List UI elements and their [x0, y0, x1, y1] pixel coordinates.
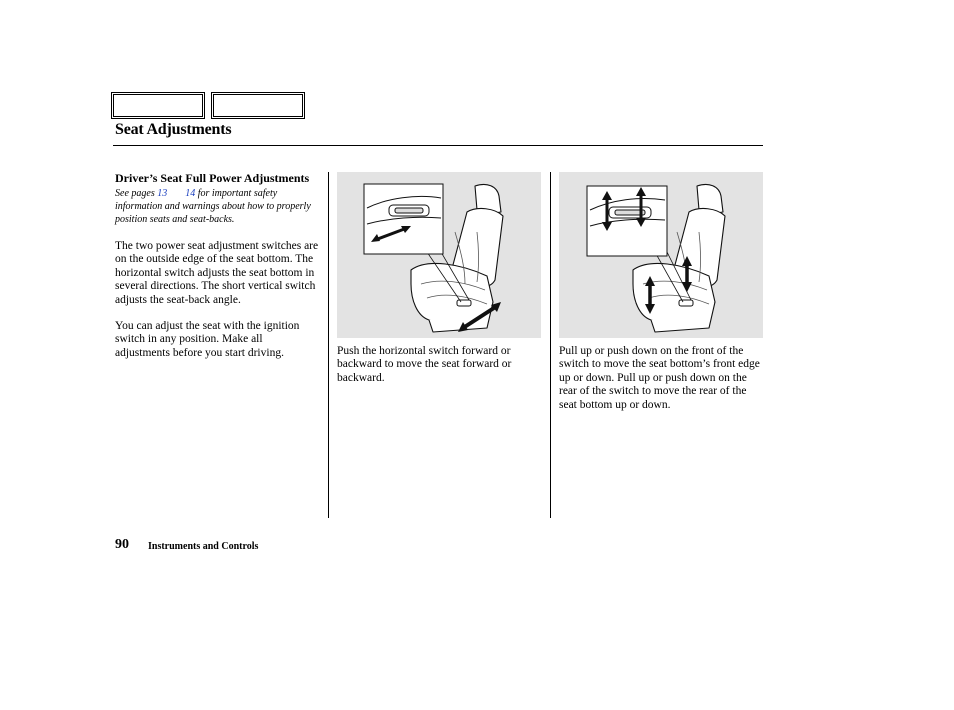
column-divider-2 — [550, 172, 551, 518]
page-link-end[interactable]: 14 — [185, 188, 196, 199]
seat-vertical-illustration — [559, 172, 763, 338]
title-divider — [113, 145, 763, 146]
column-divider-1 — [328, 172, 329, 518]
safety-note-suffix: for important safety information and warnings about how to properly position seats and seat-backs. — [115, 188, 311, 225]
safety-note-prefix: See pages — [115, 188, 158, 199]
page-number: 90 — [115, 537, 129, 552]
page-title: Seat Adjustments — [115, 121, 232, 138]
body-paragraph-1: The two power seat adjustment switches are on the outside edge of the seat bottom. The horizontal switch adjusts the seat bottom in several directions. The short vertical switch adjusts the seat-back angle. — [115, 240, 319, 306]
nav-tab-box-2[interactable] — [213, 94, 303, 117]
body-paragraph-2: You can adjust the seat with the ignition switch in any position. Make all adjustments before you start driving. — [115, 320, 300, 359]
vertical-switch-caption: Pull up or push down on the front of the switch to move the seat bottom’s front edge up or down. Pull up or push down on the rear of the switch to move the rear of the seat bottom up or down. — [559, 345, 760, 411]
horizontal-switch-caption: Push the horizontal switch forward or backward to move the seat forward or backward. — [337, 345, 512, 384]
left-column — [115, 172, 320, 360]
nav-tab-box-1[interactable] — [113, 94, 203, 117]
horizontal-switch-figure — [337, 172, 541, 338]
section-heading: Driver’s Seat Full Power Adjustments — [115, 171, 310, 185]
footer-section-name: Instruments and Controls — [148, 541, 259, 552]
page-link-start[interactable]: 13 — [157, 188, 168, 199]
safety-note — [115, 187, 320, 226]
seat-horizontal-illustration — [337, 172, 541, 338]
vertical-switch-figure — [559, 172, 763, 338]
